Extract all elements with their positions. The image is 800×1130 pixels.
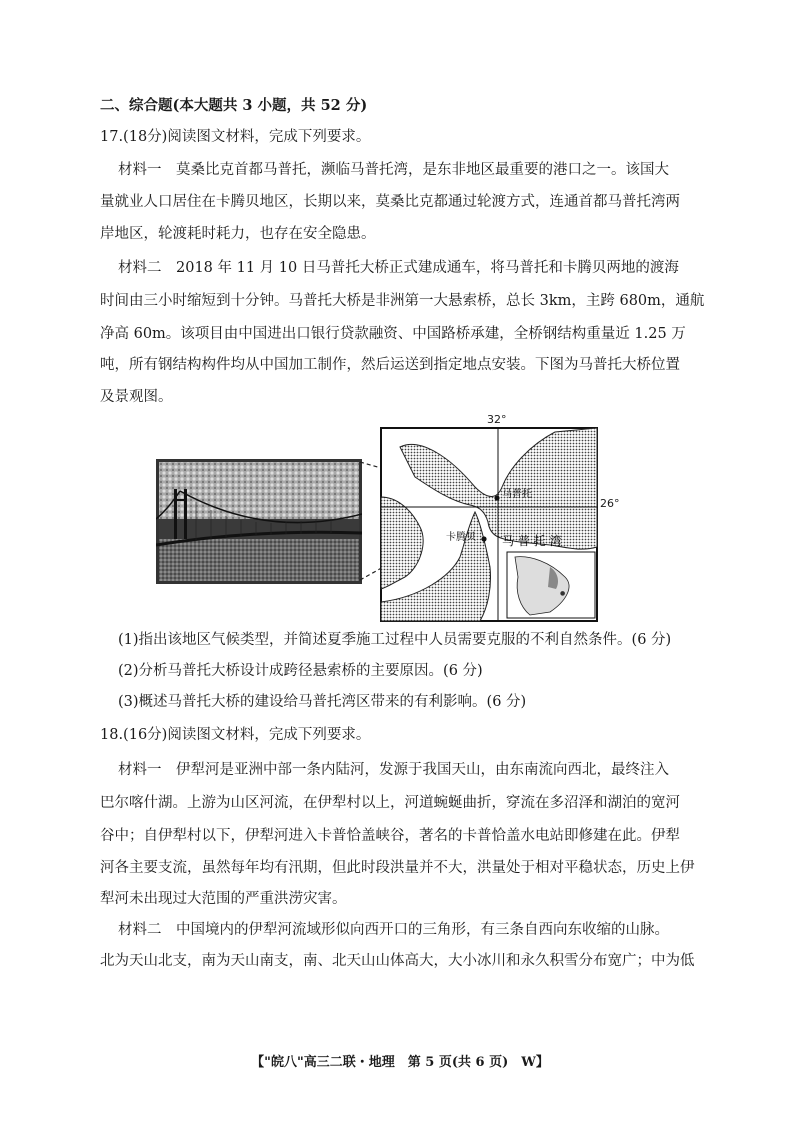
section-title: 二、综合题(本大题共 3 小题，共 52 分) — [100, 97, 368, 114]
city-label-katembe: 卡腾贝 — [446, 532, 476, 543]
bay-label: 马 普 托 湾 — [502, 534, 562, 548]
q17-material1-line: 量就业人口居住在卡腾贝地区，长期以来，莫桑比克都通过轮渡方式，连通首都马普托湾两 — [100, 194, 680, 210]
q18-material2-line: 北为天山北支，南为天山南支，南、北天山山体高大，大小冰川和永久积雪分布宽广；中为低 — [100, 953, 695, 969]
q17-material2-line: 净高 60m。该项目由中国进出口银行贷款融资、中国路桥承建，全桥钢结构重量近 1.25 万 — [100, 326, 686, 342]
question-18-heading: 18.(16分)阅读图文材料，完成下列要求。 — [100, 727, 371, 743]
q17-sub-question: (3)概述马普托大桥的建设给马普托湾区带来的有利影响。(6 分) — [118, 694, 527, 710]
page-footer: 【"皖八"高三二联・地理 第 5 页(共 6 页) W】 — [251, 1055, 549, 1070]
city-label-maputo: 马普托 — [502, 489, 532, 500]
latitude-label: 26° — [600, 497, 620, 510]
q17-material2-line: 材料二 2018 年 11 月 10 日马普托大桥正式建成通车，将马普托和卡腾贝两地的渡海 — [118, 260, 679, 276]
question-17-heading: 17.(18分)阅读图文材料，完成下列要求。 — [100, 129, 371, 145]
q18-material1-line: 犁河未出现过大范围的严重洪涝灾害。 — [100, 891, 347, 907]
svg-text:●: ● — [560, 590, 566, 597]
bridge-photo — [156, 459, 362, 584]
q18-material1-line: 材料一 伊犁河是亚洲中部一条内陆河，发源于我国天山，由东南流向西北，最终注入 — [118, 762, 669, 778]
location-map — [380, 427, 598, 622]
q17-sub-question: (1)指出该地区气候类型，并简述夏季施工过程中人员需要克服的不利自然条件。(6 分) — [118, 632, 672, 648]
q17-material1-line: 材料一 莫桑比克首都马普托，濒临马普托湾，是东非地区最重要的港口之一。该国大 — [118, 162, 669, 178]
q17-sub-question: (2)分析马普托大桥设计成跨径悬索桥的主要原因。(6 分) — [118, 663, 483, 679]
q17-material2-line: 及景观图。 — [100, 389, 173, 405]
longitude-label: 32° — [487, 413, 507, 426]
q17-material1-line: 岸地区，轮渡耗时耗力，也存在安全隐患。 — [100, 226, 376, 242]
q18-material1-line: 河各主要支流，虽然每年均有汛期，但此时段洪量并不大，洪量处于相对平稳状态，历史上伊 — [100, 860, 695, 876]
q18-material1-line: 谷中；自伊犁村以下，伊犁河进入卡普恰盖峡谷，著名的卡普恰盖水电站即修建在此。伊犁 — [100, 828, 680, 844]
q17-material2-line: 时间由三小时缩短到十分钟。马普托大桥是非洲第一大悬索桥，总长 3km，主跨 680m，通航 — [100, 293, 705, 309]
q17-material2-line: 吨，所有钢结构构件均从中国加工制作，然后运送到指定地点安装。下图为马普托大桥位置 — [100, 357, 680, 373]
q18-material1-line: 巴尔喀什湖。上游为山区河流，在伊犁村以上，河道蜿蜒曲折，穿流在多沼泽和湖泊的宽河 — [100, 795, 680, 811]
q18-material2-line: 材料二 中国境内的伊犁河流域形似向西开口的三角形，有三条自西向东收缩的山脉。 — [118, 922, 669, 938]
